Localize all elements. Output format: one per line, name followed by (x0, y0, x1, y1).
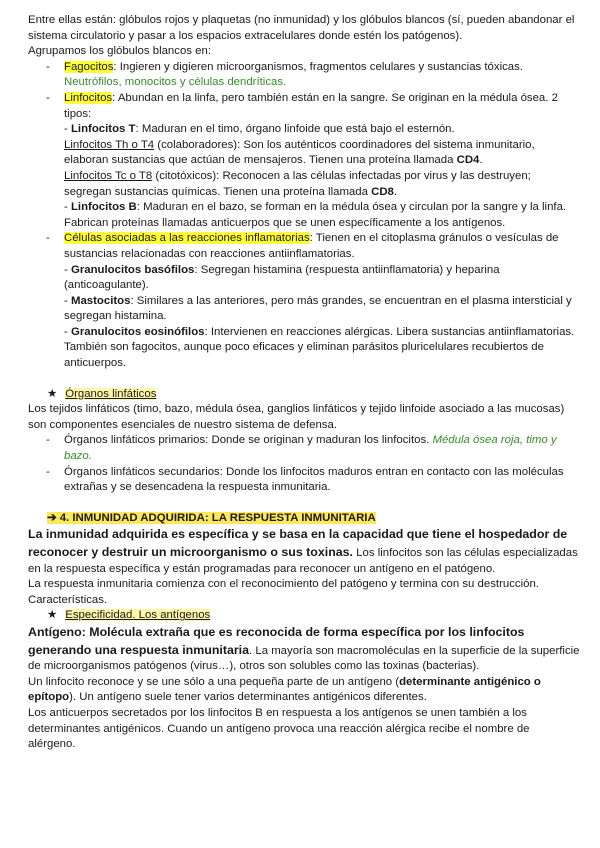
linfocitos-th-line: Linfocitos Th o T4 (colaboradores): Son los auténticos coordinadores del sistema inmunitario, elaboran sustancias que actúan de mensajeros. Tienen una proteína llamada CD4. (64, 138, 535, 167)
organos-heading (28, 387, 580, 403)
adquirida-para2: La respuesta inmunitaria comienza con el reconocimiento del patógeno y termina con su destrucción. Características. (28, 578, 539, 606)
epitopo-text-a: Un linfocito reconoce y se une sólo a una pequeña parte de un antígeno ( (28, 675, 400, 688)
linfocitos-tc-line: Linfocitos Tc o T8 (citotóxicos): Reconocen a las células infectadas por virus y las destruyen; segregan sustancias químicas. Tienen una proteína llamada CD8. (64, 169, 531, 198)
secundarios-text: Órganos linfáticos secundarios: Donde los linfocitos maduros entran en contacto con las moléculas extrañas y se desencadena la respuesta inmunitaria. (64, 465, 564, 494)
inflamatorias-text: : Tienen en el citoplasma gránulos o vesículas de sustancias relacionadas con reacciones antiinflamatorias. (64, 232, 559, 260)
spacer (28, 372, 580, 387)
spacer (28, 496, 580, 511)
document-page (28, 13, 580, 753)
eosinofilos-line (64, 325, 580, 372)
linfocitos-t-text: : Maduran en el timo, órgano linfoide que está bajo el esternón. (135, 123, 455, 136)
linfocitos-b-line (64, 200, 580, 231)
fagocitos-text: : Ingieren y digieren microorganismos, fragmentos celulares y sustancias tóxicas. (113, 60, 524, 73)
antigeno-bold-def: Antígeno: Molécula extraña que es reconocida de forma específica por los linfocitos generando una respuesta inmunitaria (28, 624, 525, 657)
term-linfocitos-tc: Linfocitos Tc o T8 (64, 169, 153, 182)
epitopo-paragraph (28, 675, 580, 706)
adquirida-intro (28, 526, 580, 577)
mastocitos-text: : Similares a las anteriores, pero más grandes, se encuentran en el plasma intersticial y segregan histamina. (64, 294, 572, 323)
protein-cd4: CD4 (456, 154, 480, 167)
term-linfocitos-b: Linfocitos B (70, 201, 137, 214)
term-mastocitos: Mastocitos (70, 294, 131, 307)
dash-prefix: - (64, 294, 71, 307)
organos-intro: Los tejidos linfáticos (timo, bazo, médula ósea, ganglios linfáticos y tejido linfoide asociado a las mucosas) son componentes esenciales de nuestro sistema de defensa. (28, 403, 565, 431)
list-item-fagocitos (28, 60, 580, 91)
organos-list (28, 433, 580, 495)
list-item-secundarios (28, 465, 580, 496)
linfocitos-b-text: : Maduran en el bazo, se forman en la médula ósea y circulan por la sangre y la linfa. Fabrican proteínas llamadas anticuerpos que se unen específicamente a los antígenos. (64, 201, 567, 229)
dash-prefix: - (64, 201, 71, 214)
mastocitos-line (64, 294, 580, 325)
term-linfocitos: Linfocitos (64, 91, 113, 104)
term-linfocitos-t: Linfocitos T (70, 123, 136, 136)
dash-prefix: - (64, 263, 71, 276)
fagocitos-examples: Neutrófilos, monocitos y células dendríticas. (64, 76, 287, 89)
term-linfocitos-th: Linfocitos Th o T4 (64, 138, 155, 151)
star-icon: ★ (47, 387, 58, 400)
list-item-primarios (28, 433, 580, 464)
especificidad-heading (28, 608, 580, 624)
intro-paragraph: Entre ellas están: glóbulos rojos y plaquetas (no inmunidad) y los glóbulos blancos (sí, pueden abandonar el sistema circulatorio y pasar a los espacios extracelulares donde estén los patógenos). (28, 14, 575, 42)
antigeno-def-rest: . La mayoría son macromoléculas en la superficie de la superficie de microorganismos patógenos (virus…), otros son solubles como las toxinas (bacterias). (28, 644, 580, 673)
section-heading-text: ➔ 4. INMUNIDAD ADQUIRIDA: LA RESPUESTA INMUNITARIA (47, 511, 376, 524)
basofilos-text: : Segregan histamina (respuesta antiinflamatoria) y heparina (anticoagulante). (64, 263, 500, 292)
anticuerpos-paragraph: Los anticuerpos secretados por los linfocitos B en respuesta a los antígenos se unen también a los determinantes antigénicos. Cuando un antígeno provoca una reacción alérgica recibe el nombre de alérgeno. (28, 706, 530, 751)
dash-prefix: - (64, 123, 71, 136)
list-item-linfocitos (28, 91, 580, 231)
antigeno-definition (28, 624, 580, 675)
term-inflamatorias: Células asociadas a las reacciones inflamatorias (64, 232, 310, 245)
term-epitopo: determinante antigénico o epítopo (28, 675, 541, 704)
intro-list-lead: Agrupamos los glóbulos blancos en: (28, 45, 211, 58)
dash-prefix: - (64, 325, 71, 338)
linfocitos-t-line (64, 122, 580, 138)
adquirida-intro-rest: Los linfocitos son las células especializadas en la respuesta específica y están programadas para reconocer un antígeno en el patógeno. (28, 547, 578, 575)
linfocitos-th-text: (colaboradores): Son los auténticos coordinadores del sistema inmunitario, elaboran sustancias que actúan de mensajeros. Tienen una proteína llamada (64, 138, 535, 167)
linfocitos-tc-text: (citotóxicos): Reconocen a las células infectadas por virus y las destruyen; segregan sustancias químicas. Tienen una proteína llamada (64, 169, 531, 198)
especificidad-heading-text: Especificidad. Los antígenos (65, 609, 211, 622)
basofilos-line (64, 263, 580, 294)
term-eosinofilos: Granulocitos eosinófilos (70, 325, 205, 338)
star-icon: ★ (47, 609, 58, 622)
linfocitos-text: : Abundan en la linfa, pero también están en la sangre. Se originan en la médula ósea. 2 tipos: (64, 91, 558, 120)
term-fagocitos: Fagocitos (64, 60, 114, 73)
term-basofilos: Granulocitos basófilos (70, 263, 195, 276)
epitopo-text-b: ). Un antígeno suele tener varios determinantes antigénicos diferentes. (69, 691, 427, 704)
organos-heading-text: Órganos linfáticos (65, 387, 157, 400)
protein-cd8: CD8 (371, 185, 394, 198)
white-cells-list (28, 60, 580, 372)
adquirida-bold-intro: La inmunidad adquirida es específica y se basa en la capacidad que tiene el hospedador de reconocer y destruir un microorganismo o sus toxinas. (28, 527, 568, 559)
primarios-text: Órganos linfáticos primarios: Donde se originan y maduran los linfocitos. (64, 434, 433, 447)
section-heading-adquirida (28, 511, 580, 527)
list-item-inflamatorias (28, 231, 580, 371)
eosinofilos-text: : Intervienen en reacciones alérgicas. Libera sustancias antiinflamatorias. También son fagocitos, aunque poco eficaces y eliminan parásitos pluricelulares recubiertos de anticuerpos. (64, 325, 575, 370)
primarios-examples: Médula ósea roja, timo y bazo. (64, 434, 557, 463)
